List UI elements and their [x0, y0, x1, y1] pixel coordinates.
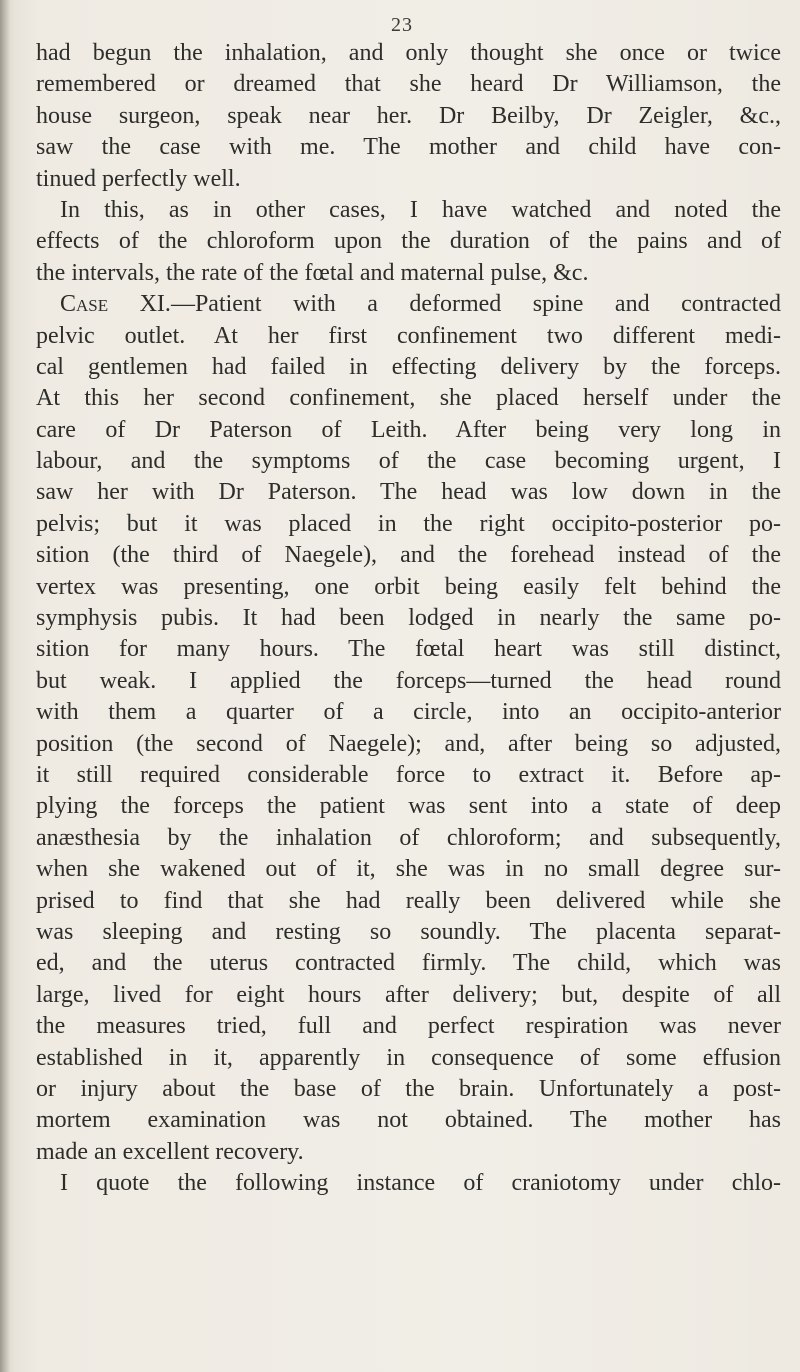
text-line [36, 352, 781, 383]
text-line-content: house surgeon, speak near her. Dr Beilby, Dr Zeigler, &c., [36, 102, 781, 129]
text-line [36, 1168, 781, 1199]
page-number: 23 [391, 14, 413, 36]
text-line-content: was sleeping and resting so soundly. The placenta separat- [36, 918, 781, 945]
text-line-content: tinued perfectly well. [36, 165, 241, 192]
text-line-content: In this, as in other cases, I have watched and noted the [60, 196, 781, 223]
text-line-content: remembered or dreamed that she heard Dr Williamson, the [36, 71, 781, 98]
text-line-content: the intervals, the rate of the fœtal and maternal pulse, &c. [36, 259, 589, 286]
text-line-content: —Patient with a deformed spine and contracted [170, 291, 782, 318]
text-line [36, 886, 781, 917]
text-line-content: cal gentlemen had failed in effecting delivery by the forceps. [36, 353, 781, 380]
text-line-content: vertex was presenting, one orbit being easily felt behind the [36, 573, 781, 600]
text-line [36, 697, 781, 728]
text-line [36, 791, 781, 822]
text-line [36, 760, 781, 791]
text-line [36, 38, 781, 69]
text-line-content: sition for many hours. The fœtal heart was still distinct, [36, 636, 781, 663]
text-line [36, 509, 781, 540]
text-line-content: it still required considerable force to extract it. Before ap- [36, 761, 781, 788]
text-line-content: effects of the chloroform upon the duration of the pains and of [36, 228, 781, 255]
case-heading: Case XI. [60, 291, 171, 318]
text-line [36, 132, 781, 163]
text-line-content: large, lived for eight hours after delivery; but, despite of all [36, 981, 781, 1008]
text-line [36, 729, 781, 760]
text-line-content: At this her second confinement, she placed herself under the [36, 385, 781, 412]
text-line-content: but weak. I applied the forceps—turned the head round [36, 667, 781, 694]
text-line [36, 948, 781, 979]
text-line-content: the measures tried, full and perfect respiration was never [36, 1013, 781, 1040]
text-line-content: when she wakened out of it, she was in no small degree sur- [36, 856, 781, 883]
binding-shadow [0, 0, 10, 1372]
text-line-content: mortem examination was not obtained. The mother has [36, 1107, 781, 1134]
text-line [36, 383, 781, 414]
text-line-content: labour, and the symptoms of the case becoming urgent, I [36, 448, 781, 475]
text-line-content: made an excellent recovery. [36, 1138, 304, 1165]
text-line [36, 980, 781, 1011]
text-line [36, 477, 781, 508]
text-line-content: had begun the inhalation, and only thought she once or twice [36, 40, 781, 66]
text-line-content: saw the case with me. The mother and child have con- [36, 134, 781, 161]
text-line [36, 446, 781, 477]
text-line-content: or injury about the base of the brain. Unfortunately a post- [36, 1075, 781, 1102]
body-text [36, 38, 781, 1199]
text-line [36, 1105, 781, 1136]
text-line [36, 540, 781, 571]
text-line [36, 226, 781, 257]
text-line-content: care of Dr Paterson of Leith. After being very long in [36, 416, 781, 443]
text-line-content: position (the second of Naegele); and, after being so adjusted, [36, 730, 781, 757]
text-line-content: prised to find that she had really been delivered while she [36, 887, 781, 914]
text-line-content: with them a quarter of a circle, into an occipito-anterior [36, 699, 781, 726]
text-line-content: plying the forceps the patient was sent into a state of deep [36, 793, 781, 820]
text-line-content: established in it, apparently in consequence of some effusion [36, 1044, 781, 1071]
text-line [36, 1137, 781, 1168]
text-line [36, 69, 781, 100]
text-line [36, 289, 781, 320]
text-line [36, 258, 781, 289]
text-line [36, 101, 781, 132]
text-line [36, 854, 781, 885]
text-line [36, 415, 781, 446]
text-line [36, 1043, 781, 1074]
text-line [36, 917, 781, 948]
text-line [36, 1074, 781, 1105]
text-line [36, 634, 781, 665]
text-line [36, 321, 781, 352]
text-line-content: anæsthesia by the inhalation of chloroform; and subsequently, [36, 824, 781, 851]
text-line-content: I quote the following instance of craniotomy under chlo- [60, 1170, 781, 1197]
text-line-content: pelvic outlet. At her first confinement two different medi- [36, 322, 781, 349]
text-line-content: symphysis pubis. It had been lodged in nearly the same po- [36, 605, 781, 632]
text-line [36, 1011, 781, 1042]
text-line-content: sition (the third of Naegele), and the forehead instead of the [36, 542, 781, 569]
text-line [36, 603, 781, 634]
text-line [36, 572, 781, 603]
text-line [36, 666, 781, 697]
text-line-content: ed, and the uterus contracted firmly. The child, which was [36, 950, 781, 977]
text-line-content: saw her with Dr Paterson. The head was low down in the [36, 479, 781, 506]
text-line [36, 195, 781, 226]
text-line [36, 823, 781, 854]
text-line [36, 164, 781, 195]
text-line-content: pelvis; but it was placed in the right occipito-posterior po- [36, 510, 781, 537]
